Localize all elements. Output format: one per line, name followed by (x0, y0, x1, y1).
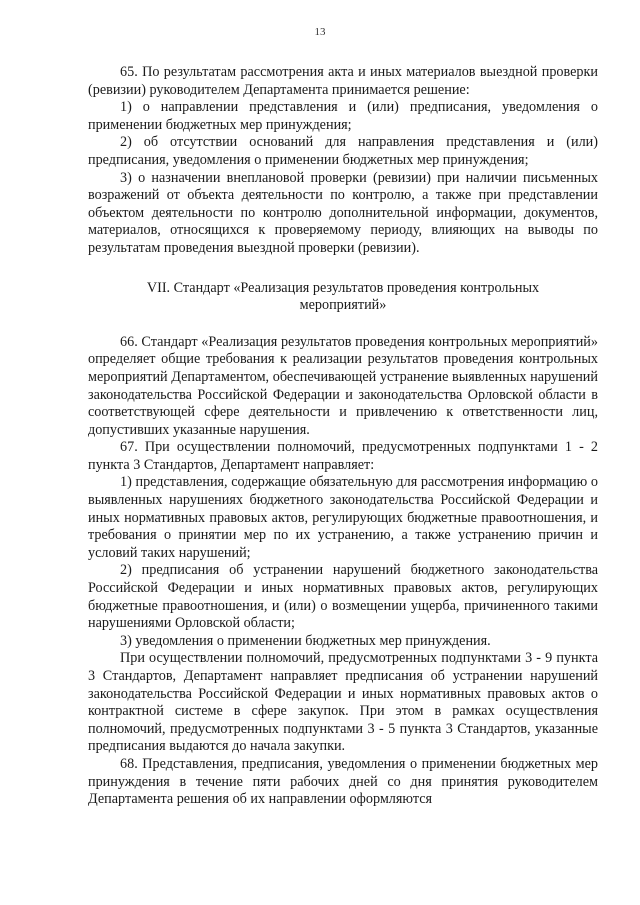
paragraph-67-item-1: 1) представления, содержащие обязательную для рассмотрения информацию о выявленных нарушениях бюджетного законодательства Российской Федерации и иных нормативных правовых актов, регулирующих бюджетные правоотношения, и требования о принятии мер по их устранению, а также устранению причин и условий таких нарушений; (88, 474, 598, 561)
paragraph-67-item-3: 3) уведомления о применении бюджетных мер принуждения. (120, 632, 491, 649)
paragraph-65-item-1: 1) о направлении представления и (или) предписания, уведомления о применении бюджетных мер принуждения; (88, 99, 598, 133)
document-body (88, 64, 598, 809)
paragraph-67-item-2: 2) предписания об устранении нарушений бюджетного законодательства Российской Федерации и иных нормативных правовых актов, регулирующих бюджетные правоотношения, и (или) о возмещении ущерба, причиненного такими нарушениями Орловской области; (88, 562, 598, 632)
paragraph-66: 66. Стандарт «Реализация результатов проведения контрольных мероприятий» определяет общие требования к реализации результатов проведения контрольных мероприятий Департаментом, обеспечивающей устранение выявленных нарушений законодательства Российской Федерации и законодательства Орловской области в соответствующей сфере деятельности и привлечению к ответственности лиц, допустивших указанные нарушения. (88, 333, 598, 438)
page-number: 13 (314, 26, 326, 38)
section-heading: VII. Стандарт «Реализация результатов проведения контрольных мероприятий» (146, 279, 540, 314)
paragraph-65-item-2: 2) об отсутствии оснований для направления представления и (или) предписания, уведомления о применении бюджетных мер принуждения; (88, 134, 598, 168)
paragraph-67-procurement: При осуществлении полномочий, предусмотренных подпунктами 3 - 9 пункта 3 Стандартов, Департамент направляет предписания об устранении нарушений законодательства Российской Федерации и иных нормативных правовых актов о контрактной системе в сфере закупок. При этом в рамках осуществления полномочий, предусмотренных подпунктами 3 - 5 пункта 3 Стандартов, указанные предписания выдаются до начала закупки. (88, 650, 598, 755)
paragraph-68: 68. Представления, предписания, уведомления о применении бюджетных мер принуждения в течение пяти рабочих дней со дня принятия руководителем Департамента решения об их направлении оформляются (88, 755, 598, 808)
paragraph-65-item-3: 3) о назначении внеплановой проверки (ревизии) при наличии письменных возражений от объекта деятельности по контролю, а также при представлении объектом деятельности по контролю дополнительной информации, документов, материалов, относящихся к проверяемому периоду, влияющих на выводы по результатам проведения выездной проверки (ревизии). (88, 169, 598, 256)
paragraph-65: 65. По результатам рассмотрения акта и иных материалов выездной проверки (ревизии) руководителем Департамента принимается решение: (88, 64, 598, 98)
paragraph-67: 67. При осуществлении полномочий, предусмотренных подпунктами 1 - 2 пункта 3 Стандартов, Департамент направляет: (88, 439, 598, 473)
